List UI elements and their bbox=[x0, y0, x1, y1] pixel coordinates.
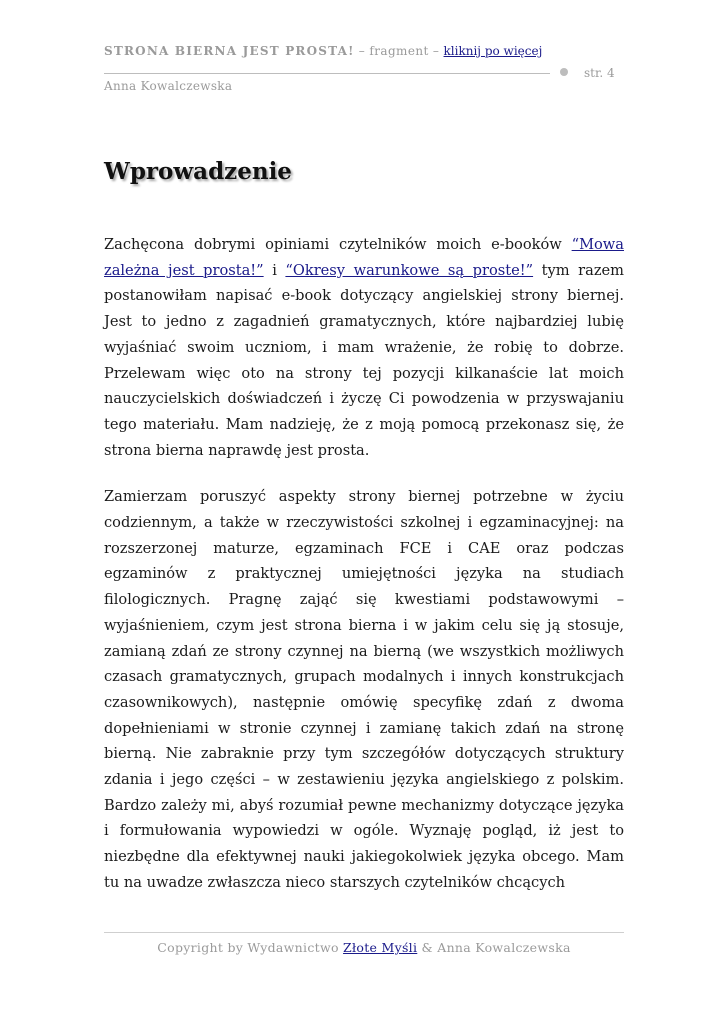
more-link[interactable]: kliknij po więcej bbox=[443, 44, 543, 58]
paragraph-text: Zachęcona dobrymi opiniami czytelników moich e-booków bbox=[104, 236, 572, 253]
page-header bbox=[104, 44, 624, 93]
header-fragment-label: fragment bbox=[369, 44, 429, 58]
paragraph-text: tym razem postanowiłam napisać e-book dotyczący angielskiej strony biernej. Jest to jedno z zagadnień gramatycznych, które najbardziej lubię wyjaśniać swoim uczniom, i mam wrażenie, że robię to dobrze. Przelewam więc oto na strony tej pozycji kilkanaście lat moich nauczycielskich doświadczeń i życzę Ci powodzenia w przyswajaniu tego materiału. Mam nadzieję, że z moją pomocą przekonasz się, że strona bierna naprawdę jest prosta. bbox=[104, 261, 624, 459]
ebook-link-okresy-warunkowe[interactable]: “Okresy warunkowe są proste!” bbox=[285, 261, 534, 279]
header-divider bbox=[104, 73, 550, 74]
footer-author: & Anna Kowalczewska bbox=[417, 940, 571, 955]
body-text bbox=[104, 232, 624, 917]
section-heading: Wprowadzenie bbox=[104, 158, 292, 185]
page-footer bbox=[104, 940, 624, 955]
page-number: str. 4 bbox=[584, 66, 615, 80]
bullet-dot-icon bbox=[560, 68, 568, 76]
header-separator: – bbox=[428, 44, 444, 58]
ebook-link-mowa-zalezna[interactable]: “Mowa zależna jest prosta!” bbox=[104, 236, 624, 279]
header-title-line bbox=[104, 44, 624, 58]
paragraph-aims: Zamierzam poruszyć aspekty strony biernej potrzebne w życiu codziennym, a także w rzeczywistości szkolnej i egzaminacyjnej: na rozszerzonej maturze, egzaminach FCE i CAE oraz podczas egzaminów z praktycznej umiejętności języka na studiach filologicznych. Pragnę zająć się kwestiami podstawowymi – wyjaśnieniem, czym jest strona bierna i w jakim celu się ją stosuje, zamianą zdań ze strony czynnej na bierną (we wszystkich możliwych czasach gramatycznych, grupach modalnych i innych konstrukcjach czasownikowych), następnie omówię specyfikę zdań z dwoma dopełnieniami w stronie czynnej i zamianę takich zdań na stronę bierną. Nie zabraknie przy tym szczegółów dotyczących struktury zdania i jego części – w zestawieniu języka angielskiego z polskim. Bardzo zależy mi, abyś rozumiał pewne mechanizmy dotyczące języka i formułowania wypowiedzi w ogóle. Wyznaję pogląd, iż jest to niezbędne dla efektywnej nauki jakiegokolwiek języka obcego. Mam tu na uwadze zwłaszcza nieco starszych czytelników chcących bbox=[104, 488, 624, 891]
publisher-link[interactable]: Złote Myśli bbox=[343, 940, 418, 955]
paragraph-text: i bbox=[263, 261, 286, 279]
header-author: Anna Kowalczewska bbox=[104, 79, 233, 93]
footer-copyright: Copyright by Wydawnictwo bbox=[157, 940, 344, 955]
header-separator: – bbox=[354, 44, 370, 58]
paragraph-intro bbox=[104, 232, 624, 463]
footer-divider bbox=[104, 932, 624, 933]
book-title: STRONA BIERNA JEST PROSTA! bbox=[104, 44, 355, 58]
